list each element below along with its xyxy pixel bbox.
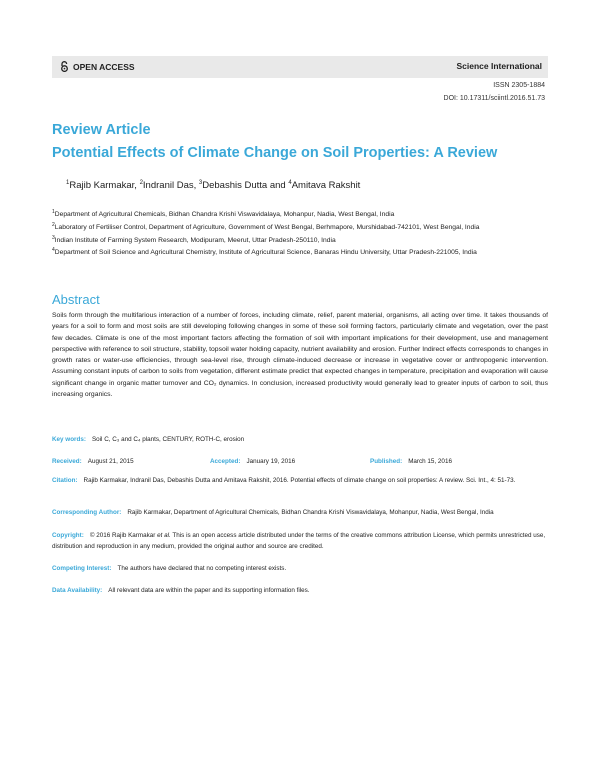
affiliation [52,221,548,233]
copyright-text-post: This is an open access article distributed under the terms of the creative commons attribution License, which permits unrestricted use, distribution and reproduction in any medium, provided the original author and source are credited. [52,532,546,550]
citation-text: Rajib Karmakar, Indranil Das, Debashis Dutta and Amitava Rakshit, 2016. Potential effects of climate change on soil properties: A review. Sci. Int., 4: 51-73. [83,477,516,484]
competing-interest [52,565,286,572]
copyright [52,531,548,552]
corresponding-text: Rajib Karmakar, Department of Agricultural Chemicals, Bidhan Chandra Krishi Viswavidalaya, Mohanpur, Nadia, West Bengal, India [127,509,494,516]
article-type: Review Article [52,122,151,138]
copyright-label: Copyright: [52,532,84,539]
author-sup: 4 [288,180,292,186]
author-name: Rajib Karmakar, [69,180,137,192]
author-sup: 2 [139,180,143,186]
corresponding-label: Corresponding Author: [52,509,122,516]
author-name: Amitava Rakshit [291,180,361,192]
affiliation [52,234,548,246]
affiliation-sup: 4 [52,247,55,254]
keywords-text: Soil C, C₃ and C₄ plants, CENTURY, ROTH-C, erosion [91,436,245,443]
affiliation-sup: 3 [52,234,55,241]
received-value: August 21, 2015 [87,458,134,465]
copyright-text-pre: © 2016 Rajib Karmakar [89,532,158,539]
competing-text: The authors have declared that no competing interest exists. [117,565,287,572]
author-name: Indranil Das, [142,180,197,192]
article-title: Potential Effects of Climate Change on Soil Properties: A Review [52,145,498,161]
doi[interactable]: DOI: 10.17311/sciintl.2016.51.73 [443,95,545,102]
data-availability [52,587,310,594]
received-label: Received: [52,458,82,465]
received-date [52,458,134,465]
affiliation-sup: 2 [52,221,55,228]
availability-text: All relevant data are within the paper and its supporting information files. [108,587,310,594]
author-name: Debashis Dutta and [202,180,286,192]
published-value: March 15, 2016 [408,458,452,465]
affiliation-text: Department of Soil Science and Agricultural Chemistry, Institute of Agricultural Science, Banaras Hindu University, Uttar Pradesh-221005, India [54,249,477,257]
affiliation-list [52,208,548,259]
abstract-heading: Abstract [52,292,100,307]
journal-name: Science International [456,61,542,71]
affiliation-text: Laboratory of Fertiliser Control, Department of Agriculture, Government of West Bengal, Berhmapore, Murshidabad-742101, West Bengal, India [54,224,480,232]
abstract-text: Soils form through the multifarious interaction of a number of forces, including climate, relief, parent material, organisms, all acting over time. It takes thousands of years for a soil to form and most soils are still developing following changes in some of these soil forming factors, particularly climate and vegetation, over the past few decades. Climate is one of the most important factors affecting the formation of soil with important implications for their development, use and management perspective with reference to soil structure, stability, topsoil water holding capacity, nutrient availability and erosion. Further Indirect effects corresponds to changes in growth rates or water-use efficiencies, through sea-level rise, through climate-induced decrease or increase in vegetative cover or anthropogenic intervention. Assuming constant inputs of carbon to soils from vegetation, different estimate predict that expected changes in temperature, precipitation and evaporation will cause significant change in organic matter turnover and CO₂ dynamics. In conclusion, increased productivity would generally lead to greater inputs of carbon to soil, thus increasing organics. [52,312,548,399]
issn: ISSN 2305-1884 [493,82,545,89]
author-list [66,180,360,191]
author-sup: 3 [198,180,203,186]
accepted-label: Accepted: [210,458,241,465]
open-access-label: OPEN ACCESS [73,61,135,72]
published-label: Published: [370,458,403,465]
open-access-badge [60,61,135,72]
citation [52,476,548,487]
affiliation-sup: 1 [52,209,55,215]
competing-label: Competing Interest: [52,565,112,572]
open-lock-icon [60,61,69,72]
published-date [370,458,452,465]
corresponding-author [52,509,552,516]
accepted-value: January 19, 2016 [246,458,296,465]
availability-label: Data Availability: [52,587,103,594]
affiliation-text: Department of Agricultural Chemicals, Bidhan Chandra Krishi Viswavidalaya, Mohanpur, Nadia, West Bengal, India [54,211,395,219]
copyright-et-al: et al. [157,532,171,539]
affiliation-text: Indian Institute of Farming System Research, Modipuram, Meerut, Uttar Pradesh-250110, India [54,236,336,244]
accepted-date [210,458,295,465]
author-sup: 1 [66,180,70,186]
affiliation [52,208,548,220]
affiliation [52,246,548,258]
citation-label: Citation: [52,477,78,484]
keywords [52,436,244,443]
keywords-label: Key words: [52,436,86,443]
